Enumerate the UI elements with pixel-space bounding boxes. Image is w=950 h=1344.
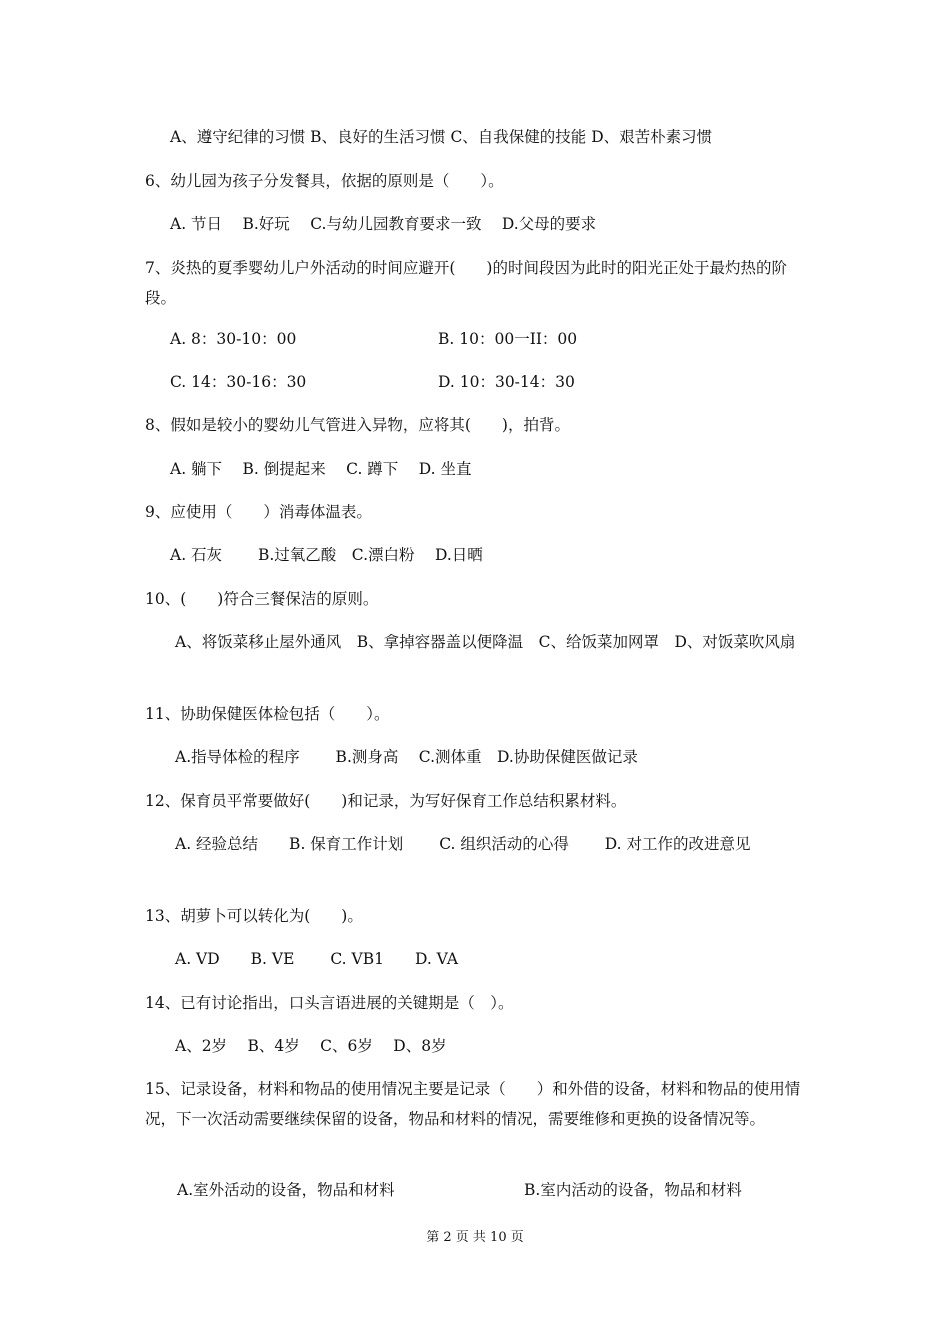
q7-option-b: B. 10：00一II：00 — [438, 330, 578, 348]
question-14: 14、已有讨论指出，口头言语进展的关键期是（ ）。 — [145, 994, 514, 1012]
question-12: 12、保育员平常要做好( )和记录，为写好保育工作总结积累材料。 — [145, 792, 627, 810]
question-7: 7、炎热的夏季婴幼儿户外活动的时间应避开( )的时间段因为此时的阳光正处于最灼热的阶段。 — [145, 259, 787, 307]
q5-options: A、遵守纪律的习惯 B、良好的生活习惯 C、自我保健的技能 D、艰苦朴素习惯 — [170, 128, 713, 146]
q10-options: A、将饭菜移止屋外通风 B、拿掉容器盖以便降温 C、给饭菜加网罩 D、对饭菜吹风扇 — [175, 633, 796, 651]
question-11: 11、协助保健医体检包括（ ）。 — [145, 705, 390, 723]
q13-options: A. VD B. VE C. VB1 D. VA — [175, 950, 459, 968]
q6-options: A. 节日 B.好玩 C.与幼儿园教育要求一致 D.父母的要求 — [170, 215, 597, 233]
question-13: 13、胡萝卜可以转化为( )。 — [145, 907, 363, 925]
q15-option-b: B.室内活动的设备，物品和材料 — [524, 1181, 742, 1199]
question-9: 9、应使用（ ）消毒体温表。 — [145, 503, 372, 521]
q12-options: A. 经验总结 B. 保育工作计划 C. 组织活动的心得 D. 对工作的改进意见 — [175, 835, 751, 853]
page-footer: 第 2 页 共 10 页 — [426, 1230, 524, 1245]
q7-option-d: D. 10：30-14：30 — [438, 373, 575, 391]
q7-option-a: A. 8：30-10：00 — [170, 330, 297, 348]
q15-option-a: A.室外活动的设备，物品和材料 — [177, 1181, 395, 1199]
q11-options: A.指导体检的程序 B.测身高 C.测体重 D.协助保健医做记录 — [175, 748, 638, 766]
q8-options: A. 躺下 B. 倒提起来 C. 蹲下 D. 坐直 — [170, 460, 472, 478]
q14-options: A、2岁 B、4岁 C、6岁 D、8岁 — [175, 1037, 447, 1055]
q9-options: A. 石灰 B.过氧乙酸 C.漂白粉 D.日晒 — [170, 546, 483, 564]
q7-option-c: C. 14：30-16：30 — [170, 373, 307, 391]
question-8: 8、假如是较小的婴幼儿气管进入异物，应将其( )，拍背。 — [145, 416, 570, 434]
question-6: 6、幼儿园为孩子分发餐具，依据的原则是（ ）。 — [145, 172, 504, 190]
question-15: 15、记录设备，材料和物品的使用情况主要是记录（ ）和外借的设备，材料和物品的使用情况，下一次活动需要继续保留的设备，物品和材料的情况，需要维修和更换的设备情况等。 — [145, 1080, 801, 1128]
question-10: 10、( )符合三餐保洁的原则。 — [145, 590, 379, 608]
